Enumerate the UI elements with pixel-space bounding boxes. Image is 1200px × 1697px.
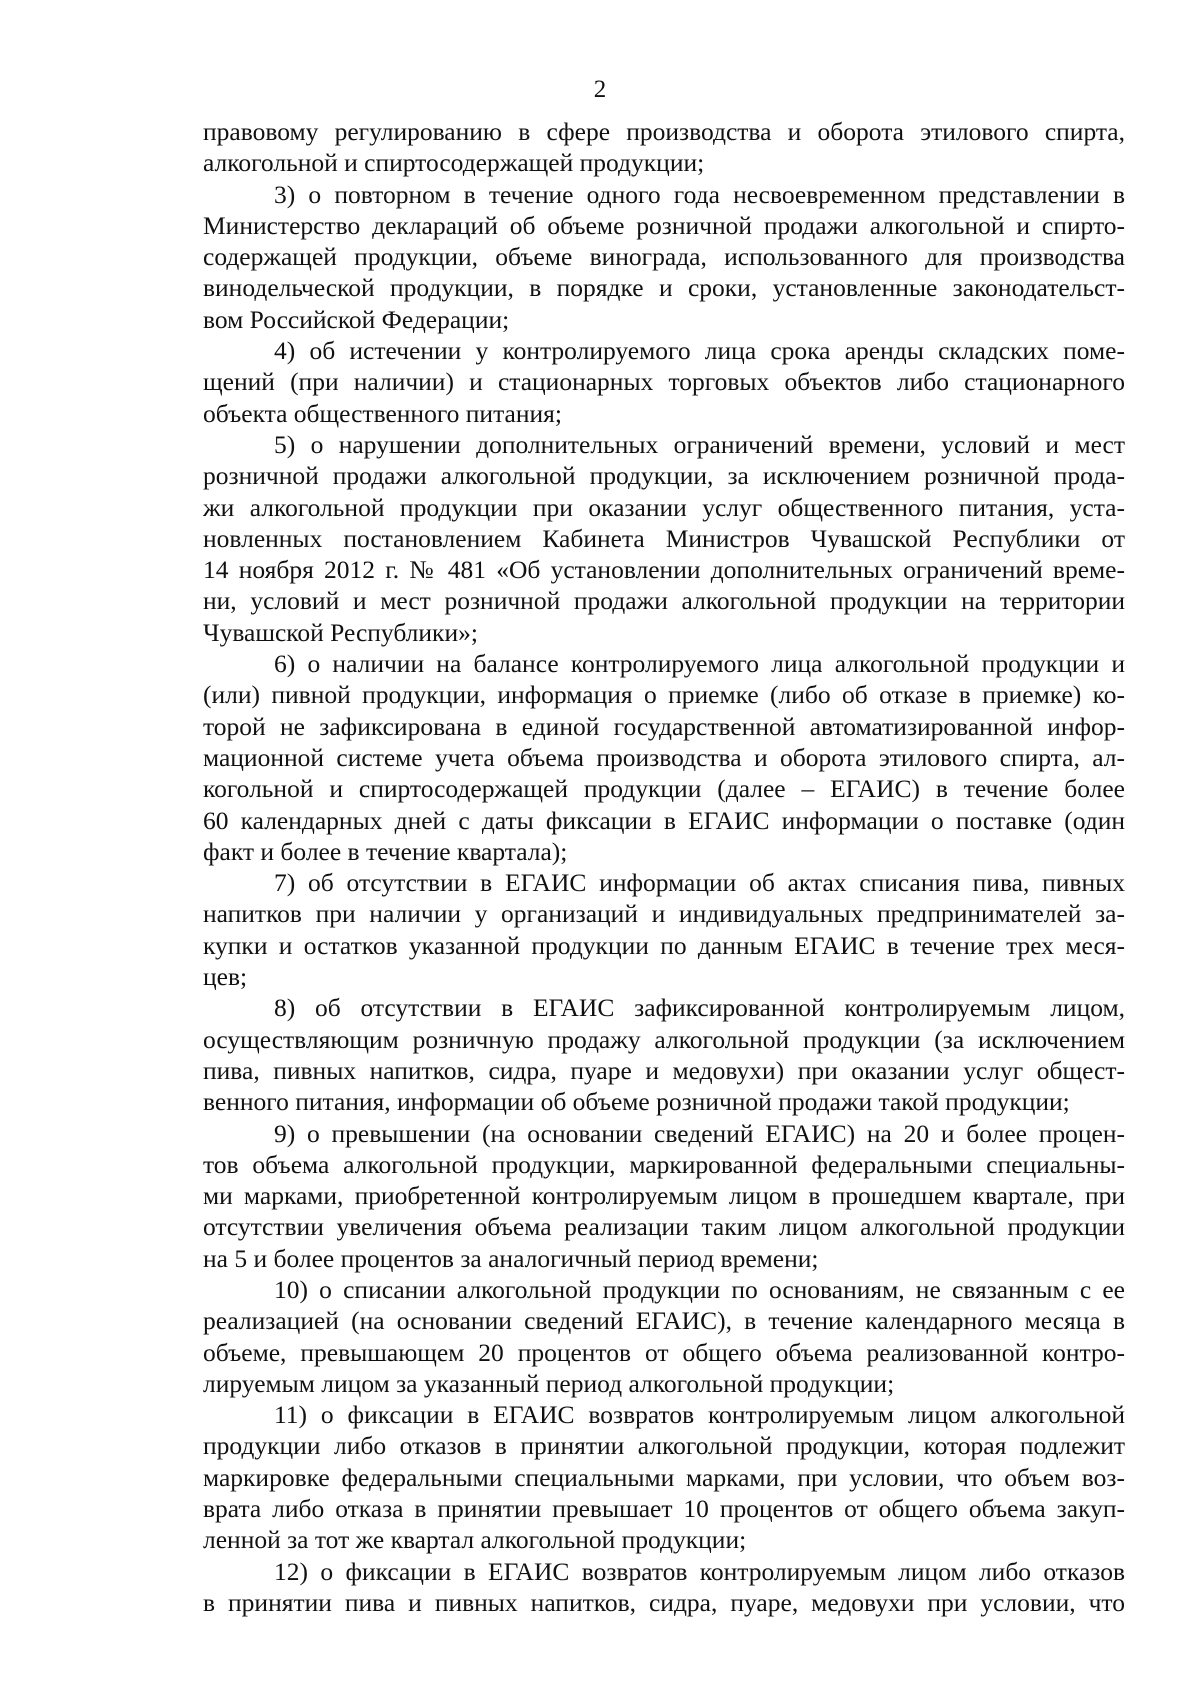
text-line: цев; — [203, 962, 248, 992]
text-line: жи алкогольной продукции при оказании услуг общественного питания, уста- — [203, 492, 1125, 522]
text-line: алкогольной и спиртосодержащей продукции; — [203, 148, 705, 178]
paragraph-first-line: 5) о нарушении дополнительных ограничений времени, условий и мест — [274, 429, 1125, 459]
paragraph-first-line: 8) об отсутствии в ЕГАИС зафиксированной контролируемым лицом, — [274, 993, 1125, 1023]
text-line: 14 ноября 2012 г. № 481 «Об установлении дополнительных ограничений време- — [203, 555, 1125, 585]
paragraph-first-line: 11) о фиксации в ЕГАИС возвратов контролируемым лицом алкогольной — [274, 1400, 1125, 1430]
text-line: купки и остатков указанной продукции по данным ЕГАИС в течение трех меся- — [203, 930, 1125, 960]
text-line: правовому регулированию в сфере производства и оборота этилового спирта, — [203, 117, 1125, 146]
text-line: на 5 и более процентов за аналогичный период времени; — [203, 1243, 819, 1273]
paragraph-first-line: 3) о повторном в течение одного года несвоевременном представлении в — [274, 179, 1125, 209]
text-line: тов объема алкогольной продукции, маркированной федеральными специальны- — [203, 1149, 1125, 1179]
text-line: пива, пивных напитков, сидра, пуаре и медовухи) при оказании услуг общест- — [203, 1055, 1125, 1085]
text-line: розничной продажи алкогольной продукции, за исключением розничной прода- — [203, 461, 1125, 491]
text-line: винодельческой продукции, в порядке и сроки, установленные законодательст- — [203, 273, 1125, 303]
text-line: факт и более в течение квартала); — [203, 836, 568, 866]
text-line: вом Российской Федерации; — [203, 304, 510, 334]
text-line: врата либо отказа в принятии превышает 10 процентов от общего объема закуп- — [203, 1494, 1125, 1524]
text-line: новленных постановлением Кабинета Министров Чувашской Республики от — [203, 523, 1125, 553]
text-line: ми марками, приобретенной контролируемым лицом в прошедшем квартале, при — [203, 1181, 1125, 1211]
text-line: объекта общественного питания; — [203, 398, 562, 428]
text-line: венного питания, информации об объеме розничной продажи такой продукции; — [203, 1087, 1070, 1117]
text-line: когольной и спиртосодержащей продукции (далее – ЕГАИС) в течение более — [203, 774, 1125, 804]
text-line: торой не зафиксирована в единой государственной автоматизированной инфор- — [203, 711, 1125, 741]
text-line: маркировке федеральными специальными марками, при условии, что объем воз- — [203, 1462, 1125, 1492]
document-body — [203, 116, 1125, 1618]
paragraph-first-line: 9) о превышении (на основании сведений ЕГАИС) на 20 и более процен- — [274, 1118, 1125, 1148]
text-line: лируемым лицом за указанный период алкогольной продукции; — [203, 1368, 895, 1398]
text-line: (или) пивной продукции, информация о приемке (либо об отказе в приемке) ко- — [203, 680, 1125, 710]
text-line: продукции либо отказов в принятии алкогольной продукции, которая подлежит — [203, 1431, 1125, 1461]
text-line: мационной системе учета объема производства и оборота этилового спирта, ал- — [203, 742, 1125, 772]
text-line: отсутствии увеличения объема реализации таким лицом алкогольной продукции — [203, 1212, 1125, 1242]
text-line: ленной за тот же квартал алкогольной продукции; — [203, 1525, 747, 1555]
paragraph-first-line: 7) об отсутствии в ЕГАИС информации об актах списания пива, пивных — [274, 868, 1125, 898]
text-line: Чувашской Республики»; — [203, 617, 478, 647]
paragraph-first-line: 12) о фиксации в ЕГАИС возвратов контролируемым лицом либо отказов — [274, 1556, 1125, 1586]
text-line: содержащей продукции, объеме винограда, использованного для производства — [203, 242, 1125, 272]
text-line: ни, условий и мест розничной продажи алкогольной продукции на территории — [203, 586, 1125, 616]
paragraph-first-line: 6) о наличии на балансе контролируемого лица алкогольной продукции и — [274, 649, 1125, 679]
text-line: напитков при наличии у организаций и индивидуальных предпринимателей за- — [203, 899, 1125, 929]
text-line: осуществляющим розничную продажу алкогольной продукции (за исключением — [203, 1024, 1125, 1054]
text-line: объеме, превышающем 20 процентов от общего объема реализованной контро- — [203, 1337, 1125, 1367]
text-line: щений (при наличии) и стационарных торговых объектов либо стационарного — [203, 367, 1125, 397]
text-line: реализацией (на основании сведений ЕГАИС), в течение календарного месяца в — [203, 1306, 1125, 1336]
paragraph-first-line: 10) о списании алкогольной продукции по основаниям, не связанным с ее — [274, 1274, 1125, 1304]
page-number: 2 — [593, 76, 607, 103]
paragraph-first-line: 4) об истечении у контролируемого лица срока аренды складских поме- — [274, 336, 1125, 366]
text-line: Министерство деклараций об объеме розничной продажи алкогольной и спирто- — [203, 210, 1125, 240]
text-line: 60 календарных дней с даты фиксации в ЕГАИС информации о поставке (один — [203, 805, 1125, 835]
text-line: в принятии пива и пивных напитков, сидра, пуаре, медовухи при условии, что — [203, 1587, 1125, 1617]
